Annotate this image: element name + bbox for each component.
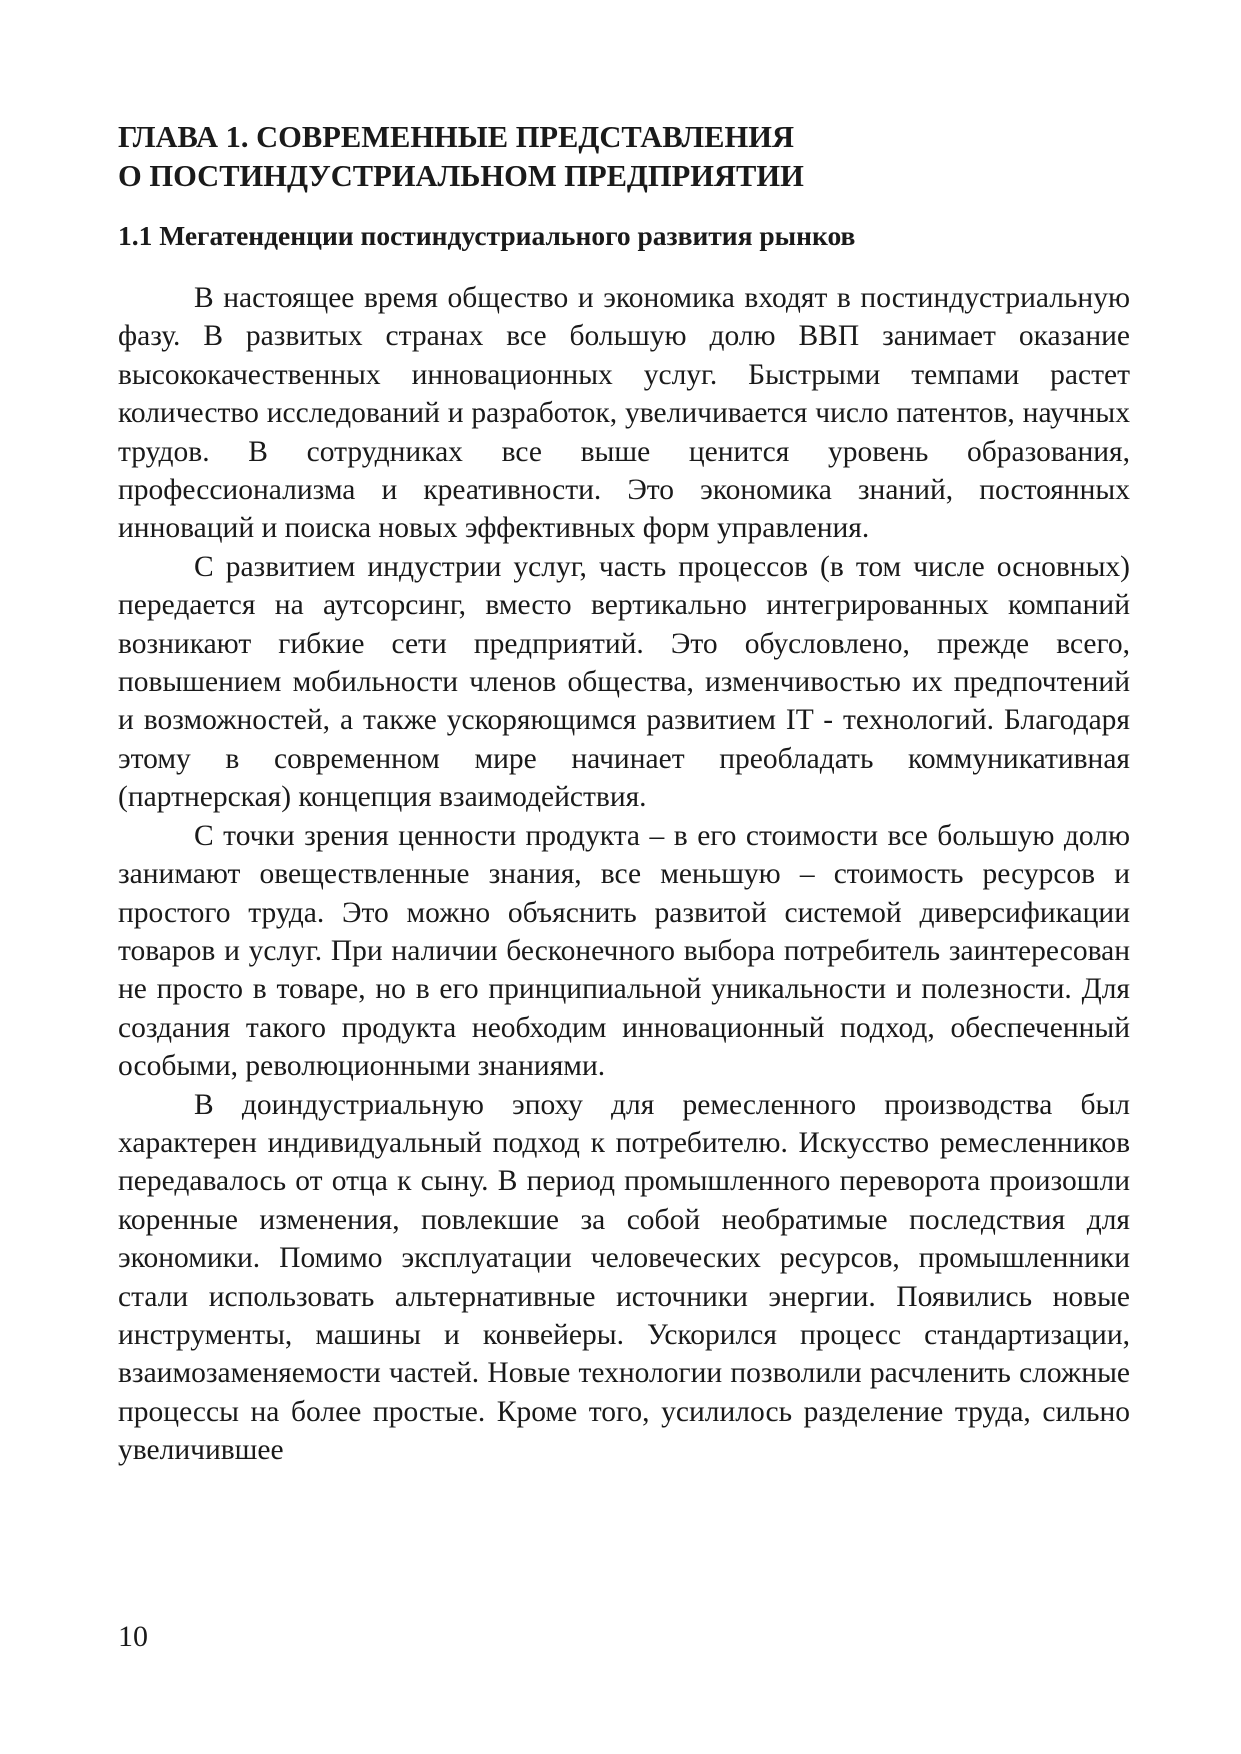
page-content <box>118 118 1130 1470</box>
paragraph-2: С развитием индустрии услуг, часть процессов (в том числе основных) передается на аутсорсинг, вместо вертикально интегрированных компаний возникают гибкие сети предприятий. Это обусловлено, прежде всего, повышением мобильности членов общества, изменчивостью их предпочтений и возможностей, а также ускоряющимся развитием IT - технологий. Благодаря этому в современном мире начинает преобладать коммуникативная (партнерская) концепция взаимодействия. <box>118 550 1130 814</box>
page-number: 10 <box>118 1620 148 1653</box>
paragraph-1: В настоящее время общество и экономика входят в постиндустриальную фазу. В развитых странах все большую долю ВВП занимает оказание высококачественных инновационных услуг. Быстрыми темпами растет количество исследований и разработок, увеличивается число патентов, научных трудов. В сотрудниках все выше ценится уровень образования, профессионализма и креативности. Это экономика знаний, постоянных инноваций и поиска новых эффективных форм управления. <box>118 282 1130 545</box>
section-title: 1.1 Мегатенденции постиндустриального развития рынков <box>118 220 856 251</box>
chapter-title: ГЛАВА 1. СОВРЕМЕННЫЕ ПРЕДСТАВЛЕНИЯ О ПОСТИНДУСТРИАЛЬНОМ ПРЕДПРИЯТИИ <box>118 120 804 193</box>
body-text <box>118 279 1130 1470</box>
paragraph-3: С точки зрения ценности продукта – в его стоимости все большую долю занимают овеществленные знания, все меньшую – стоимость ресурсов и простого труда. Это можно объяснить развитой системой диверсификации товаров и услуг. При наличии бесконечного выбора потребитель заинтересован не просто в товаре, но в его принципиальной уникальности и полезности. Для создания такого продукта необходим инновационный подход, обеспеченный особыми, революционными знаниями. <box>118 819 1130 1083</box>
paragraph-4: В доиндустриальную эпоху для ремесленного производства был характерен индивидуальный подход к потребителю. Искусство ремесленников передавалось от отца к сыну. В период промышленного переворота произошли коренные изменения, повлекшие за собой необратимые последствия для экономики. Помимо эксплуатации человеческих ресурсов, промышленники стали использовать альтернативные источники энергии. Появились новые инструменты, машины и конвейеры. Ускорился процесс стандартизации, взаимозаменяемости частей. Новые технологии позволили расчленить сложные процессы на более простые. Кроме того, усилилось разделение труда, сильно увеличившее <box>118 1088 1130 1467</box>
